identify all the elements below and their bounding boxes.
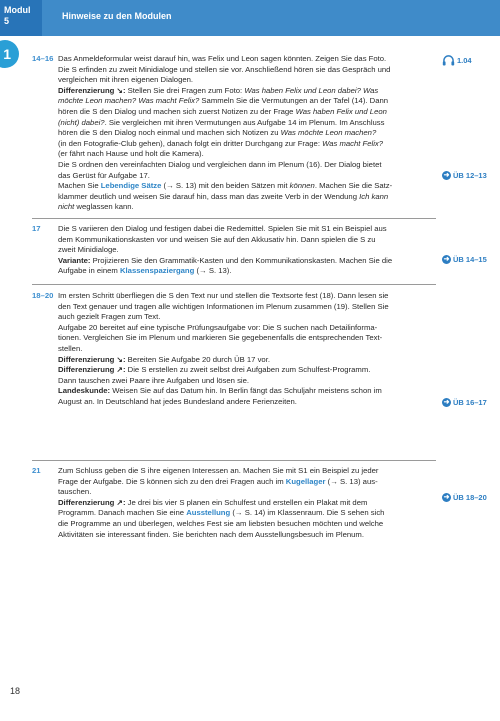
workbook-reference[interactable] [442,493,487,502]
section-14-16 [32,54,436,213]
arrow-right-icon: ➜ [443,494,450,501]
modul-label: Modul [4,5,31,15]
arrow-right-icon: ➜ [443,399,450,406]
text-run: (→ S. 13) aus- [325,476,378,486]
text-run: (er fährt nach Hause und holt die Kamera). [58,149,204,159]
workbook-reference-label: ÜB 16–17 [453,398,487,407]
label-term: Variante: [58,255,91,265]
text-run: (→ S. 14) im Klassenraum. Die S sehen sich [230,508,385,518]
workbook-reference[interactable] [442,171,487,180]
text-run: Aufgabe in einem [58,266,120,276]
text-run: Die S variieren den Dialog und festigen dabei die Redemittel. Spielen Sie mit S1 ein Beispiel aus [58,224,387,233]
text-run: das Gerüst für Aufgabe 17. [58,170,150,180]
section-21 [32,466,436,540]
cross-reference-term: Kugellager [285,476,326,486]
audio-track-reference[interactable] [442,55,472,66]
section-divider [32,284,436,285]
section-number: 14–16 [32,54,54,63]
text-run: (→ S. 13). [194,266,232,276]
section-18-20 [32,291,436,408]
section-text [58,54,436,213]
text-run: weglassen kann. [74,202,134,212]
text-run: können [289,181,315,191]
text-run: Aufgabe 20 bereitet auf eine typische Prüfungsaufgabe vor: Die S suchen nach Detailinforma- [58,322,378,332]
workbook-reference-label: ÜB 18–20 [453,493,487,502]
section-text [58,466,436,540]
text-run: auch gezielt Fragen zum Text. [58,312,161,322]
label-term: Differenzierung ↘: [58,85,126,95]
header-title: Hinweise zu den Modulen [62,11,172,21]
text-run: den Text genauer und tragen alle wichtigen Informationen im Plenum zusammen (19). Stellen Sie [58,301,389,311]
text-run: tauschen. [58,487,92,497]
arrow-right-icon: ➜ [443,172,450,179]
text-run: nicht [58,202,75,212]
section-number: 18–20 [32,291,54,300]
text-run: Bereiten Sie Aufgabe 20 durch ÜB 17 vor. [125,354,270,364]
section-divider [32,460,436,461]
workbook-reference[interactable] [442,255,487,264]
text-run: Stellen Sie drei Fragen zum Foto: [125,85,245,95]
text-run: Was macht Felix? [322,138,384,148]
text-run: . Sie vergleichen mit ihren Vermutungen aus Aufgabe 14 im Plenum. Im Anschluss [104,117,385,127]
text-run: Sammeln Sie die Vermutungen an der Tafel (14). Dann [199,96,389,106]
section-text [58,291,436,408]
text-run: (nicht) dabei? [58,117,105,127]
headphones-icon [442,55,455,66]
text-run: Die S erstellen zu zweit selbst drei Aufgaben zum Schulfest-Programm. [125,365,371,375]
text-run: Im ersten Schritt überfliegen die S den Text nur und stellen die Textsorte fest (18). Dann lesen sie [58,291,389,300]
text-run: vergleichen mit ihren eigenen Dialogen. [58,75,194,85]
text-run: Frage der Aufgabe. Die S können sich zu den drei Fragen auch im [58,476,286,486]
lesson-number-badge: 1 [0,40,19,68]
text-run: August an. In Deutschland hat jedes Bundesland andere Ferienzeiten. [58,396,297,406]
label-term: Differenzierung ↗: [58,497,126,507]
text-run: Was haben Felix und Leon [295,106,387,116]
text-run: tionen. Vergleichen Sie im Plenum und markieren Sie gegebenenfalls die entsprechenden Text- [58,333,383,343]
workbook-reference-label: ÜB 12–13 [453,171,487,180]
text-run: hören die S den Dialog und machen sich zuerst Notizen zu der Frage [58,106,296,116]
text-run: die Programme an und überlegen, welches Fest sie am liebsten besuchen möchten und welche [58,518,384,528]
text-run: Projizieren Sie den Grammatik-Kasten und den Kommunikationskasten. Machen Sie die [90,255,393,265]
section-17 [32,224,436,277]
text-run: Machen Sie [58,181,101,191]
label-term: Differenzierung ↘: [58,354,126,364]
text-run: stellen. [58,343,83,353]
text-run: Aktivitäten sie interessant finden. Sie berichten nach dem Ausstellungsbesuch im Plenum. [58,529,364,539]
cross-reference-term: Ausstellung [186,508,231,518]
section-number: 21 [32,466,41,475]
text-run: . Machen Sie die Satz- [314,181,393,191]
modul-tab [0,0,42,36]
text-run: möchte Leon machen? Was macht Felix? [58,96,200,106]
text-run: Die S ordnen den vereinfachten Dialog und vergleichen dann im Plenum (16). Der Dialog bietet [58,159,382,169]
section-text [58,224,436,277]
label-term: Differenzierung ↗: [58,365,126,375]
cross-reference-term: Klassenspaziergang [119,266,195,276]
text-run: Je drei bis vier S planen ein Schulfest und erstellen ein Plakat mit dem [125,497,368,507]
text-run: Programm. Danach machen Sie eine [58,508,187,518]
text-run: Weisen Sie auf das Datum hin. In Berlin fängt das Schuljahr meistens schon im [110,386,382,396]
audio-track-number: 1.04 [457,56,472,65]
text-run: Das Anmeldeformular weist darauf hin, was Felix und Leon sagen könnten. Zeigen Sie das Foto. [58,54,387,63]
page-header [0,0,500,36]
text-run: hören die S den Dialog noch einmal und machen sich Notizen zu [58,128,281,138]
text-run: klammer deutlich und weisen Sie darauf hin, dass man das zweite Verb in der Wendung [58,191,360,201]
text-run: Die S erfinden zu zweit Minidialoge und stellen sie vor. Anschließend hören sie das Gespräch und [58,64,391,74]
text-run: Ich kann [359,191,389,201]
text-run: zweit Minidialoge. [58,245,119,255]
section-number: 17 [32,224,41,233]
workbook-reference-label: ÜB 14–15 [453,255,487,264]
page-number: 18 [10,686,21,696]
label-term: Landeskunde: [58,386,111,396]
text-run: (in den Fotografie-Club gehen), danach folgt ein dritter Durchgang zur Frage: [58,138,323,148]
section-divider [32,218,436,219]
cross-reference-term: Lebendige Sätze [100,181,162,191]
modul-number: 5 [4,16,10,26]
text-run: dem Kommunikationskasten vor und weisen Sie auf den Akkusativ hin. Dann spielen die S zu [58,234,376,244]
text-run: Zum Schluss geben die S ihre eigenen Interessen an. Machen Sie mit S1 ein Beispiel zu jeder [58,466,379,475]
text-run: Was haben Felix und Leon dabei? Was [244,85,379,95]
text-run: (→ S. 13) mit den beiden Sätzen mit [161,181,290,191]
text-run: Dann tauschen zwei Paare ihre Aufgaben und lösen sie. [58,375,250,385]
workbook-reference[interactable] [442,398,487,407]
text-run: Was möchte Leon machen? [280,128,377,138]
arrow-right-icon: ➜ [443,256,450,263]
